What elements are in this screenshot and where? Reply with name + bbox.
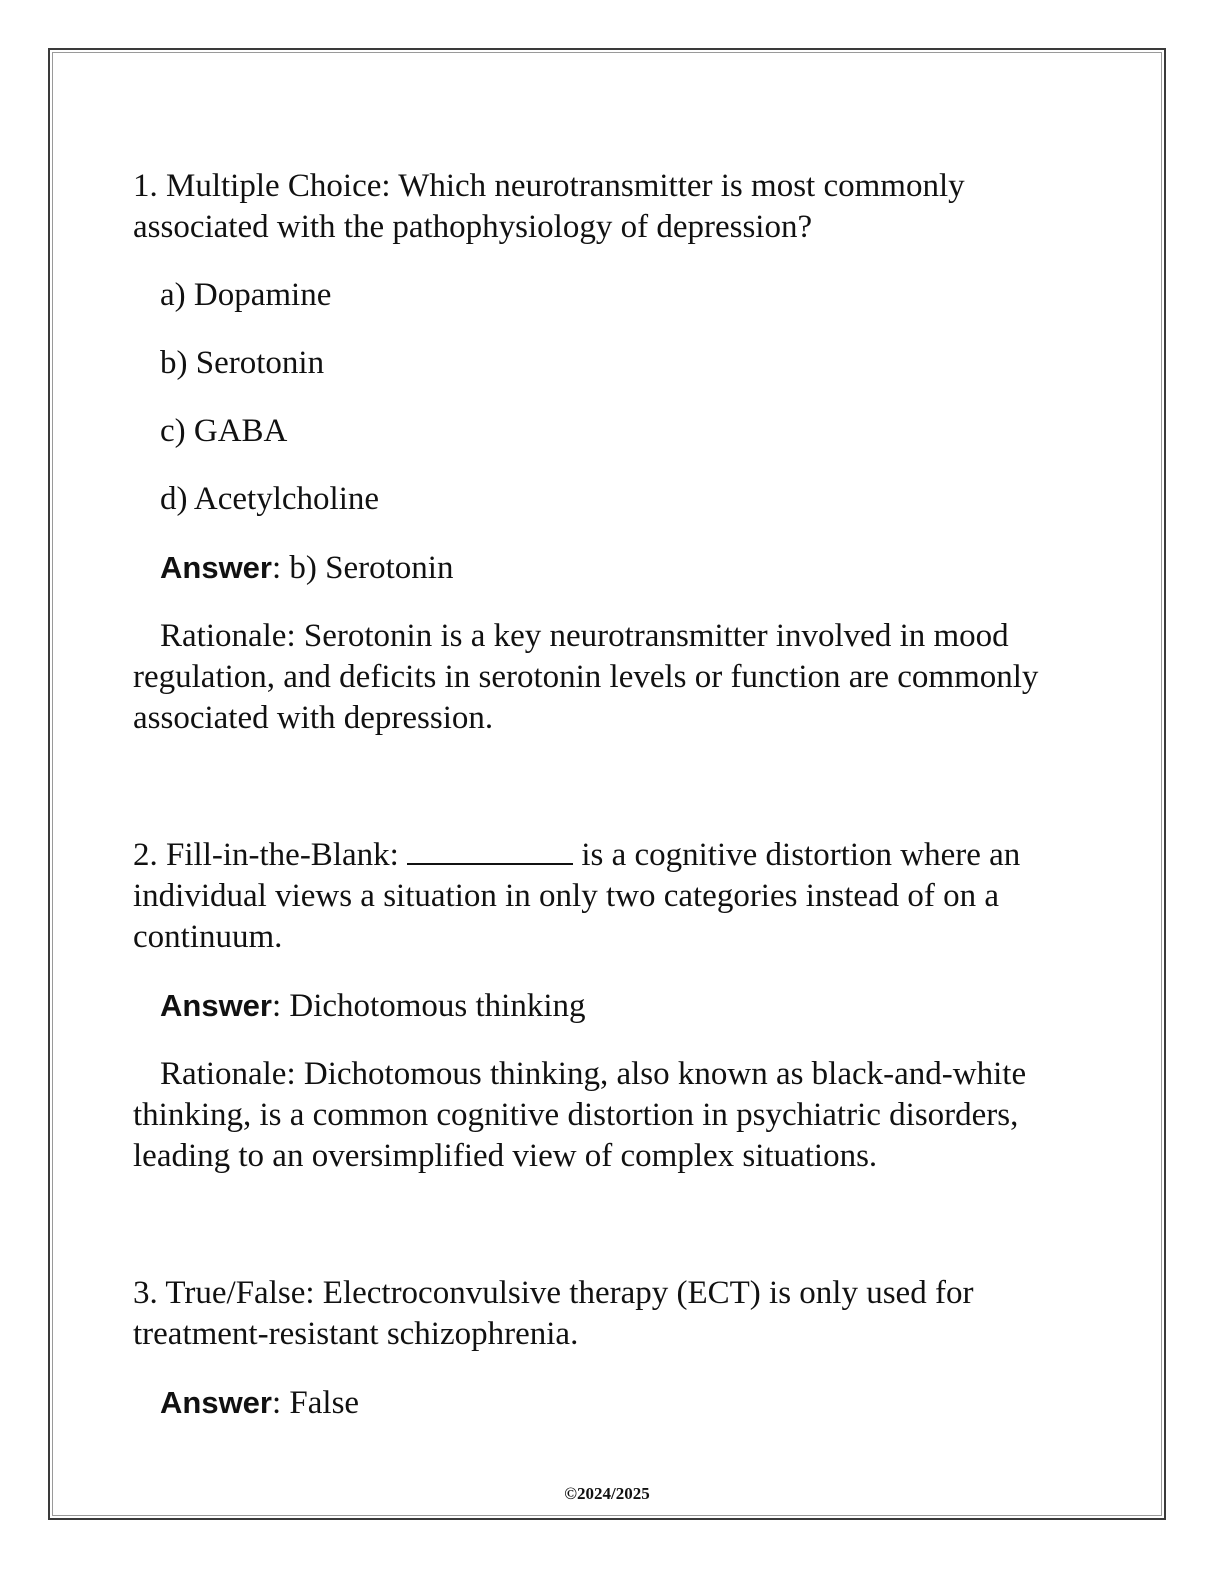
answer-label: Answer <box>160 988 272 1023</box>
question-2-prompt-start: 2. Fill-in-the-Blank: <box>133 837 408 873</box>
question-2-prompt-end: is a cognitive distortion where an individual views a situation in only two categories instead of on a continuum. <box>133 837 1021 955</box>
question-1-prompt: 1. Multiple Choice: Which neurotransmitter is most commonly associated with the pathophysiology of depression? <box>133 168 965 245</box>
copyright-footer: ©2024/2025 <box>564 1484 650 1503</box>
document-body <box>133 166 1083 1424</box>
question-1-answer <box>133 547 1083 589</box>
question-1-option-a: a) Dopamine <box>160 277 332 313</box>
question-2-rationale: Rationale: Dichotomous thinking, also known as black-and-white thinking, is a common cognitive distortion in psychiatric disorders, leading to an oversimplified view of complex situations. <box>133 1056 1027 1174</box>
question-1-rationale: Rationale: Serotonin is a key neurotransmitter involved in mood regulation, and deficits in serotonin levels or function are commonly associated with depression. <box>133 618 1039 736</box>
answer-value: : b) Serotonin <box>271 550 454 586</box>
question-1-option-b: b) Serotonin <box>160 345 325 381</box>
question-3-prompt: 3. True/False: Electroconvulsive therapy (ECT) is only used for treatment-resistant schizophrenia. <box>133 1275 974 1352</box>
question-1-option-c: c) GABA <box>160 413 288 449</box>
answer-value: : Dichotomous thinking <box>271 988 586 1024</box>
answer-label: Answer <box>160 1385 272 1420</box>
answer-label: Answer <box>160 550 272 585</box>
question-1-option-d: d) Acetylcholine <box>160 481 380 517</box>
question-2-prompt <box>133 835 1083 958</box>
fill-in-blank-line <box>407 835 573 865</box>
answer-value: : False <box>271 1385 360 1421</box>
question-3-answer <box>133 1382 1083 1424</box>
question-2-answer <box>133 985 1083 1027</box>
